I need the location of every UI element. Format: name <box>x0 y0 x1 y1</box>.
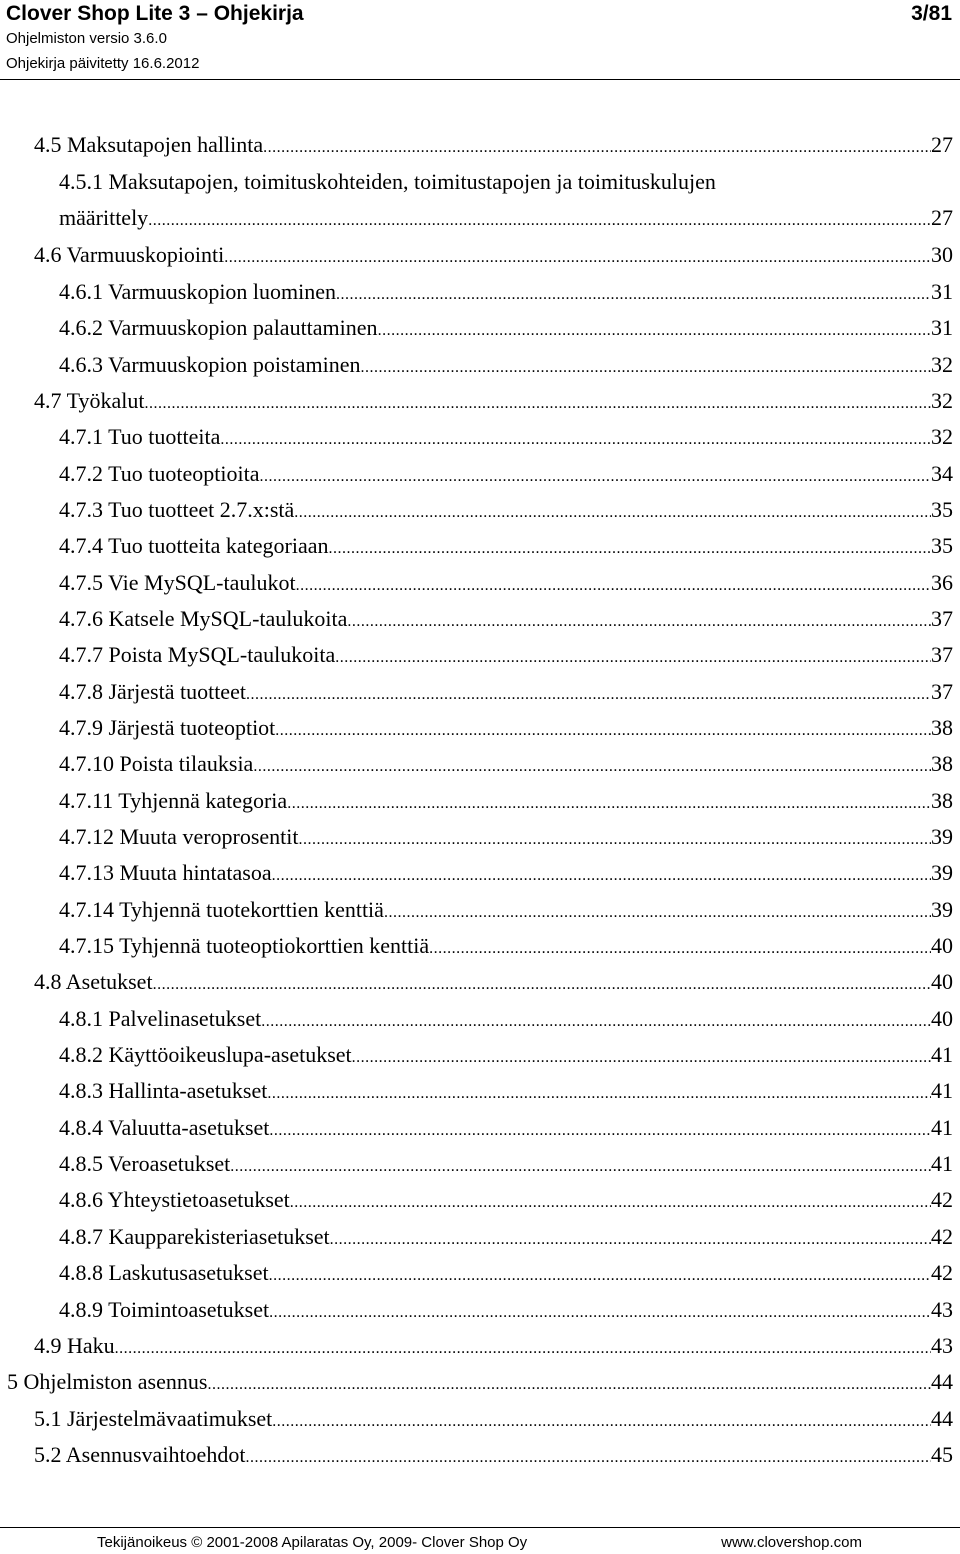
toc-entry[interactable] <box>59 1005 953 1033</box>
toc-entry-page: 45 <box>931 1442 953 1467</box>
toc-entry[interactable] <box>59 1296 953 1324</box>
toc-entry-page: 37 <box>931 642 953 667</box>
toc-entry-page: 42 <box>931 1260 953 1285</box>
toc-leader-dots <box>272 1408 931 1433</box>
toc-entry-label: 4.6.2 Varmuuskopion palauttaminen <box>59 315 378 340</box>
toc-entry-label: 4.7.5 Vie MySQL-taulukot <box>59 570 296 595</box>
toc-leader-dots <box>267 1080 931 1105</box>
toc-entry-page: 39 <box>931 860 953 885</box>
toc-entry-page: 27 <box>931 205 953 230</box>
toc-entry[interactable] <box>59 1223 953 1251</box>
toc-leader-dots <box>253 753 931 778</box>
toc-leader-dots <box>360 354 931 379</box>
toc-entry[interactable] <box>59 932 953 960</box>
toc-entry[interactable] <box>59 823 953 851</box>
toc-entry-page: 39 <box>931 824 953 849</box>
toc-entry-page: 30 <box>931 242 953 267</box>
toc-entry-page: 34 <box>931 461 953 486</box>
toc-entry-label: 4.9 Haku <box>34 1333 115 1358</box>
toc-entry-label: 4.8.7 Kaupparekisteriasetukset <box>59 1224 330 1249</box>
toc-entry-label: 4.8.6 Yhteystietoasetukset <box>59 1187 290 1212</box>
toc-entry-page: 27 <box>931 132 953 157</box>
toc-entry-label: 4.7.15 Tyhjennä tuoteoptiokorttien kenttiä <box>59 933 430 958</box>
toc-entry[interactable] <box>34 968 953 996</box>
toc-entry[interactable] <box>59 714 953 742</box>
toc-leader-dots <box>246 681 931 706</box>
toc-entry[interactable] <box>59 605 953 633</box>
toc-entry[interactable] <box>59 532 953 560</box>
toc-entry-page: 41 <box>931 1115 953 1140</box>
toc-leader-dots <box>352 1044 931 1069</box>
toc-entry-label: 4.7.14 Tyhjennä tuotekorttien kenttiä <box>59 897 384 922</box>
toc-entry-label: 5 Ohjelmiston asennus <box>7 1369 208 1394</box>
toc-entry-page: 37 <box>931 606 953 631</box>
toc-entry[interactable] <box>59 750 953 778</box>
toc-entry[interactable] <box>59 1041 953 1069</box>
toc-leader-dots <box>290 1189 931 1214</box>
toc-entry[interactable] <box>59 314 953 342</box>
toc-entry[interactable] <box>59 1114 953 1142</box>
toc-entry[interactable] <box>59 1186 953 1214</box>
toc-leader-dots <box>224 244 931 269</box>
toc-leader-dots <box>328 535 931 560</box>
toc-leader-dots <box>263 134 931 159</box>
toc-entry-page: 43 <box>931 1297 953 1322</box>
toc-entry-page: 44 <box>931 1406 953 1431</box>
toc-leader-dots <box>245 1444 931 1469</box>
toc-entry-label: 4.7.3 Tuo tuotteet 2.7.x:stä <box>59 497 295 522</box>
toc-entry-page: 32 <box>931 424 953 449</box>
toc-entry-page: 32 <box>931 388 953 413</box>
page-header <box>0 0 960 80</box>
toc-leader-dots <box>269 1117 931 1142</box>
toc-entry-label: 4.6.3 Varmuuskopion poistaminen <box>59 352 361 377</box>
toc-leader-dots <box>220 426 931 451</box>
toc-entry[interactable] <box>59 1077 953 1105</box>
toc-entry[interactable] <box>7 1368 953 1396</box>
toc-leader-dots <box>287 790 931 815</box>
toc-leader-dots <box>269 1299 931 1324</box>
toc-leader-dots <box>145 390 932 415</box>
toc-entry-page: 40 <box>931 933 953 958</box>
toc-entry-label: 4.7 Työkalut <box>34 388 145 413</box>
toc-entry-label: 4.8.5 Veroasetukset <box>59 1151 231 1176</box>
toc-entry-label: 4.7.13 Muuta hintatasoa <box>59 860 272 885</box>
toc-leader-dots <box>347 608 931 633</box>
toc-leader-dots <box>429 935 931 960</box>
toc-leader-dots <box>207 1371 931 1396</box>
toc-entry-label: 4.7.2 Tuo tuoteoptioita <box>59 461 260 486</box>
toc-entry-label: 4.5.1 Maksutapojen, toimituskohteiden, toimitustapojen ja toimituskulujen <box>59 169 716 194</box>
toc-entry-page: 38 <box>931 751 953 776</box>
toc-entry[interactable] <box>59 204 953 232</box>
toc-entry-page: 32 <box>931 352 953 377</box>
toc-entry[interactable] <box>59 1150 953 1178</box>
toc-entry[interactable] <box>59 896 953 924</box>
footer-divider <box>0 1527 960 1528</box>
toc-leader-dots <box>261 1008 931 1033</box>
software-version: Ohjelmiston versio 3.6.0 <box>6 30 167 47</box>
toc-entry[interactable] <box>59 423 953 451</box>
toc-entry-label: 4.8.3 Hallinta-asetukset <box>59 1078 268 1103</box>
toc-entry-page: 43 <box>931 1333 953 1358</box>
toc-entry[interactable] <box>59 787 953 815</box>
footer-website: www.clovershop.com <box>721 1534 862 1551</box>
toc-entry-page: 38 <box>931 715 953 740</box>
toc-entry-page: 42 <box>931 1224 953 1249</box>
toc-entry-label: 4.6 Varmuuskopiointi <box>34 242 225 267</box>
toc-entry[interactable] <box>34 241 953 269</box>
toc-leader-dots <box>378 317 931 342</box>
toc-leader-dots <box>272 862 931 887</box>
toc-entry[interactable] <box>34 387 953 415</box>
toc-entry-page: 35 <box>931 497 953 522</box>
toc-entry-label: 4.7.9 Järjestä tuoteoptiot <box>59 715 276 740</box>
toc-leader-dots <box>330 1226 931 1251</box>
toc-entry-page: 35 <box>931 533 953 558</box>
toc-entry[interactable] <box>59 569 953 597</box>
toc-entry-page: 40 <box>931 1006 953 1031</box>
toc-entry-page: 36 <box>931 570 953 595</box>
toc-leader-dots <box>294 499 931 524</box>
toc-entry-label: 4.7.10 Poista tilauksia <box>59 751 254 776</box>
toc-leader-dots <box>115 1335 931 1360</box>
toc-entry-page: 42 <box>931 1187 953 1212</box>
toc-entry[interactable] <box>59 641 953 669</box>
toc-entry-label: 4.6.1 Varmuuskopion luominen <box>59 279 337 304</box>
toc-entry-page: 40 <box>931 969 953 994</box>
toc-entry-label: 4.8 Asetukset <box>34 969 153 994</box>
toc-entry-label-continued: määrittely <box>59 205 149 230</box>
toc-entry[interactable] <box>59 1259 953 1287</box>
toc-entry[interactable] <box>34 1441 953 1469</box>
toc-entry-label: 4.5 Maksutapojen hallinta <box>34 132 264 157</box>
toc-entry[interactable] <box>59 678 953 706</box>
toc-leader-dots <box>148 207 931 232</box>
toc-entry-label: 4.7.11 Tyhjennä kategoria <box>59 788 288 813</box>
toc-entry-page: 41 <box>931 1078 953 1103</box>
toc-entry-label: 4.8.4 Valuutta-asetukset <box>59 1115 270 1140</box>
toc-entry-label: 4.8.9 Toimintoasetukset <box>59 1297 270 1322</box>
toc-leader-dots <box>336 281 931 306</box>
toc-entry-label: 4.7.7 Poista MySQL-taulukoita <box>59 642 336 667</box>
toc-entry-label: 4.7.4 Tuo tuotteita kategoriaan <box>59 533 329 558</box>
toc-leader-dots <box>296 572 931 597</box>
toc-entry[interactable] <box>59 496 953 524</box>
toc-leader-dots <box>230 1153 931 1178</box>
toc-entry-label: 5.1 Järjestelmävaatimukset <box>34 1406 273 1431</box>
toc-entry-label: 4.8.1 Palvelinasetukset <box>59 1006 262 1031</box>
manual-updated-date: Ohjekirja päivitetty 16.6.2012 <box>6 55 200 72</box>
toc-entry-page: 39 <box>931 897 953 922</box>
page-number: 3/81 <box>911 2 952 25</box>
toc-entry[interactable] <box>59 460 953 488</box>
toc-entry-page: 41 <box>931 1151 953 1176</box>
footer-copyright: Tekijänoikeus © 2001-2008 Apilaratas Oy, 2009- Clover Shop Oy <box>97 1534 528 1551</box>
toc-entry-label: 4.8.8 Laskutusasetukset <box>59 1260 269 1285</box>
toc-entry-label: 4.7.8 Järjestä tuotteet <box>59 679 246 704</box>
toc-entry[interactable] <box>34 131 953 159</box>
toc-entry-page: 38 <box>931 788 953 813</box>
toc-entry-label: 4.7.12 Muuta veroprosentit <box>59 824 299 849</box>
toc-entry-label: 4.7.6 Katsele MySQL-taulukoita <box>59 606 348 631</box>
toc-leader-dots <box>299 826 931 851</box>
toc-leader-dots <box>384 899 931 924</box>
toc-leader-dots <box>153 971 931 996</box>
toc-entry[interactable] <box>59 278 953 306</box>
toc-entry-label: 5.2 Asennusvaihtoehdot <box>34 1442 246 1467</box>
document-title: Clover Shop Lite 3 – Ohjekirja <box>6 2 304 25</box>
toc-entry[interactable] <box>59 351 953 379</box>
toc-entry[interactable] <box>34 1332 953 1360</box>
toc-entry-page: 31 <box>931 279 953 304</box>
toc-entry-page: 44 <box>931 1369 953 1394</box>
toc-leader-dots <box>269 1262 931 1287</box>
toc-entry-label: 4.8.2 Käyttöoikeuslupa-asetukset <box>59 1042 352 1067</box>
toc-entry[interactable] <box>59 859 953 887</box>
toc-entry-page: 37 <box>931 679 953 704</box>
toc-leader-dots <box>335 644 931 669</box>
toc-entry[interactable] <box>34 1405 953 1433</box>
toc-entry-label: 4.7.1 Tuo tuotteita <box>59 424 221 449</box>
toc-leader-dots <box>259 463 931 488</box>
header-divider <box>0 79 960 80</box>
toc-leader-dots <box>275 717 931 742</box>
toc-entry-page: 31 <box>931 315 953 340</box>
toc-entry-page: 41 <box>931 1042 953 1067</box>
